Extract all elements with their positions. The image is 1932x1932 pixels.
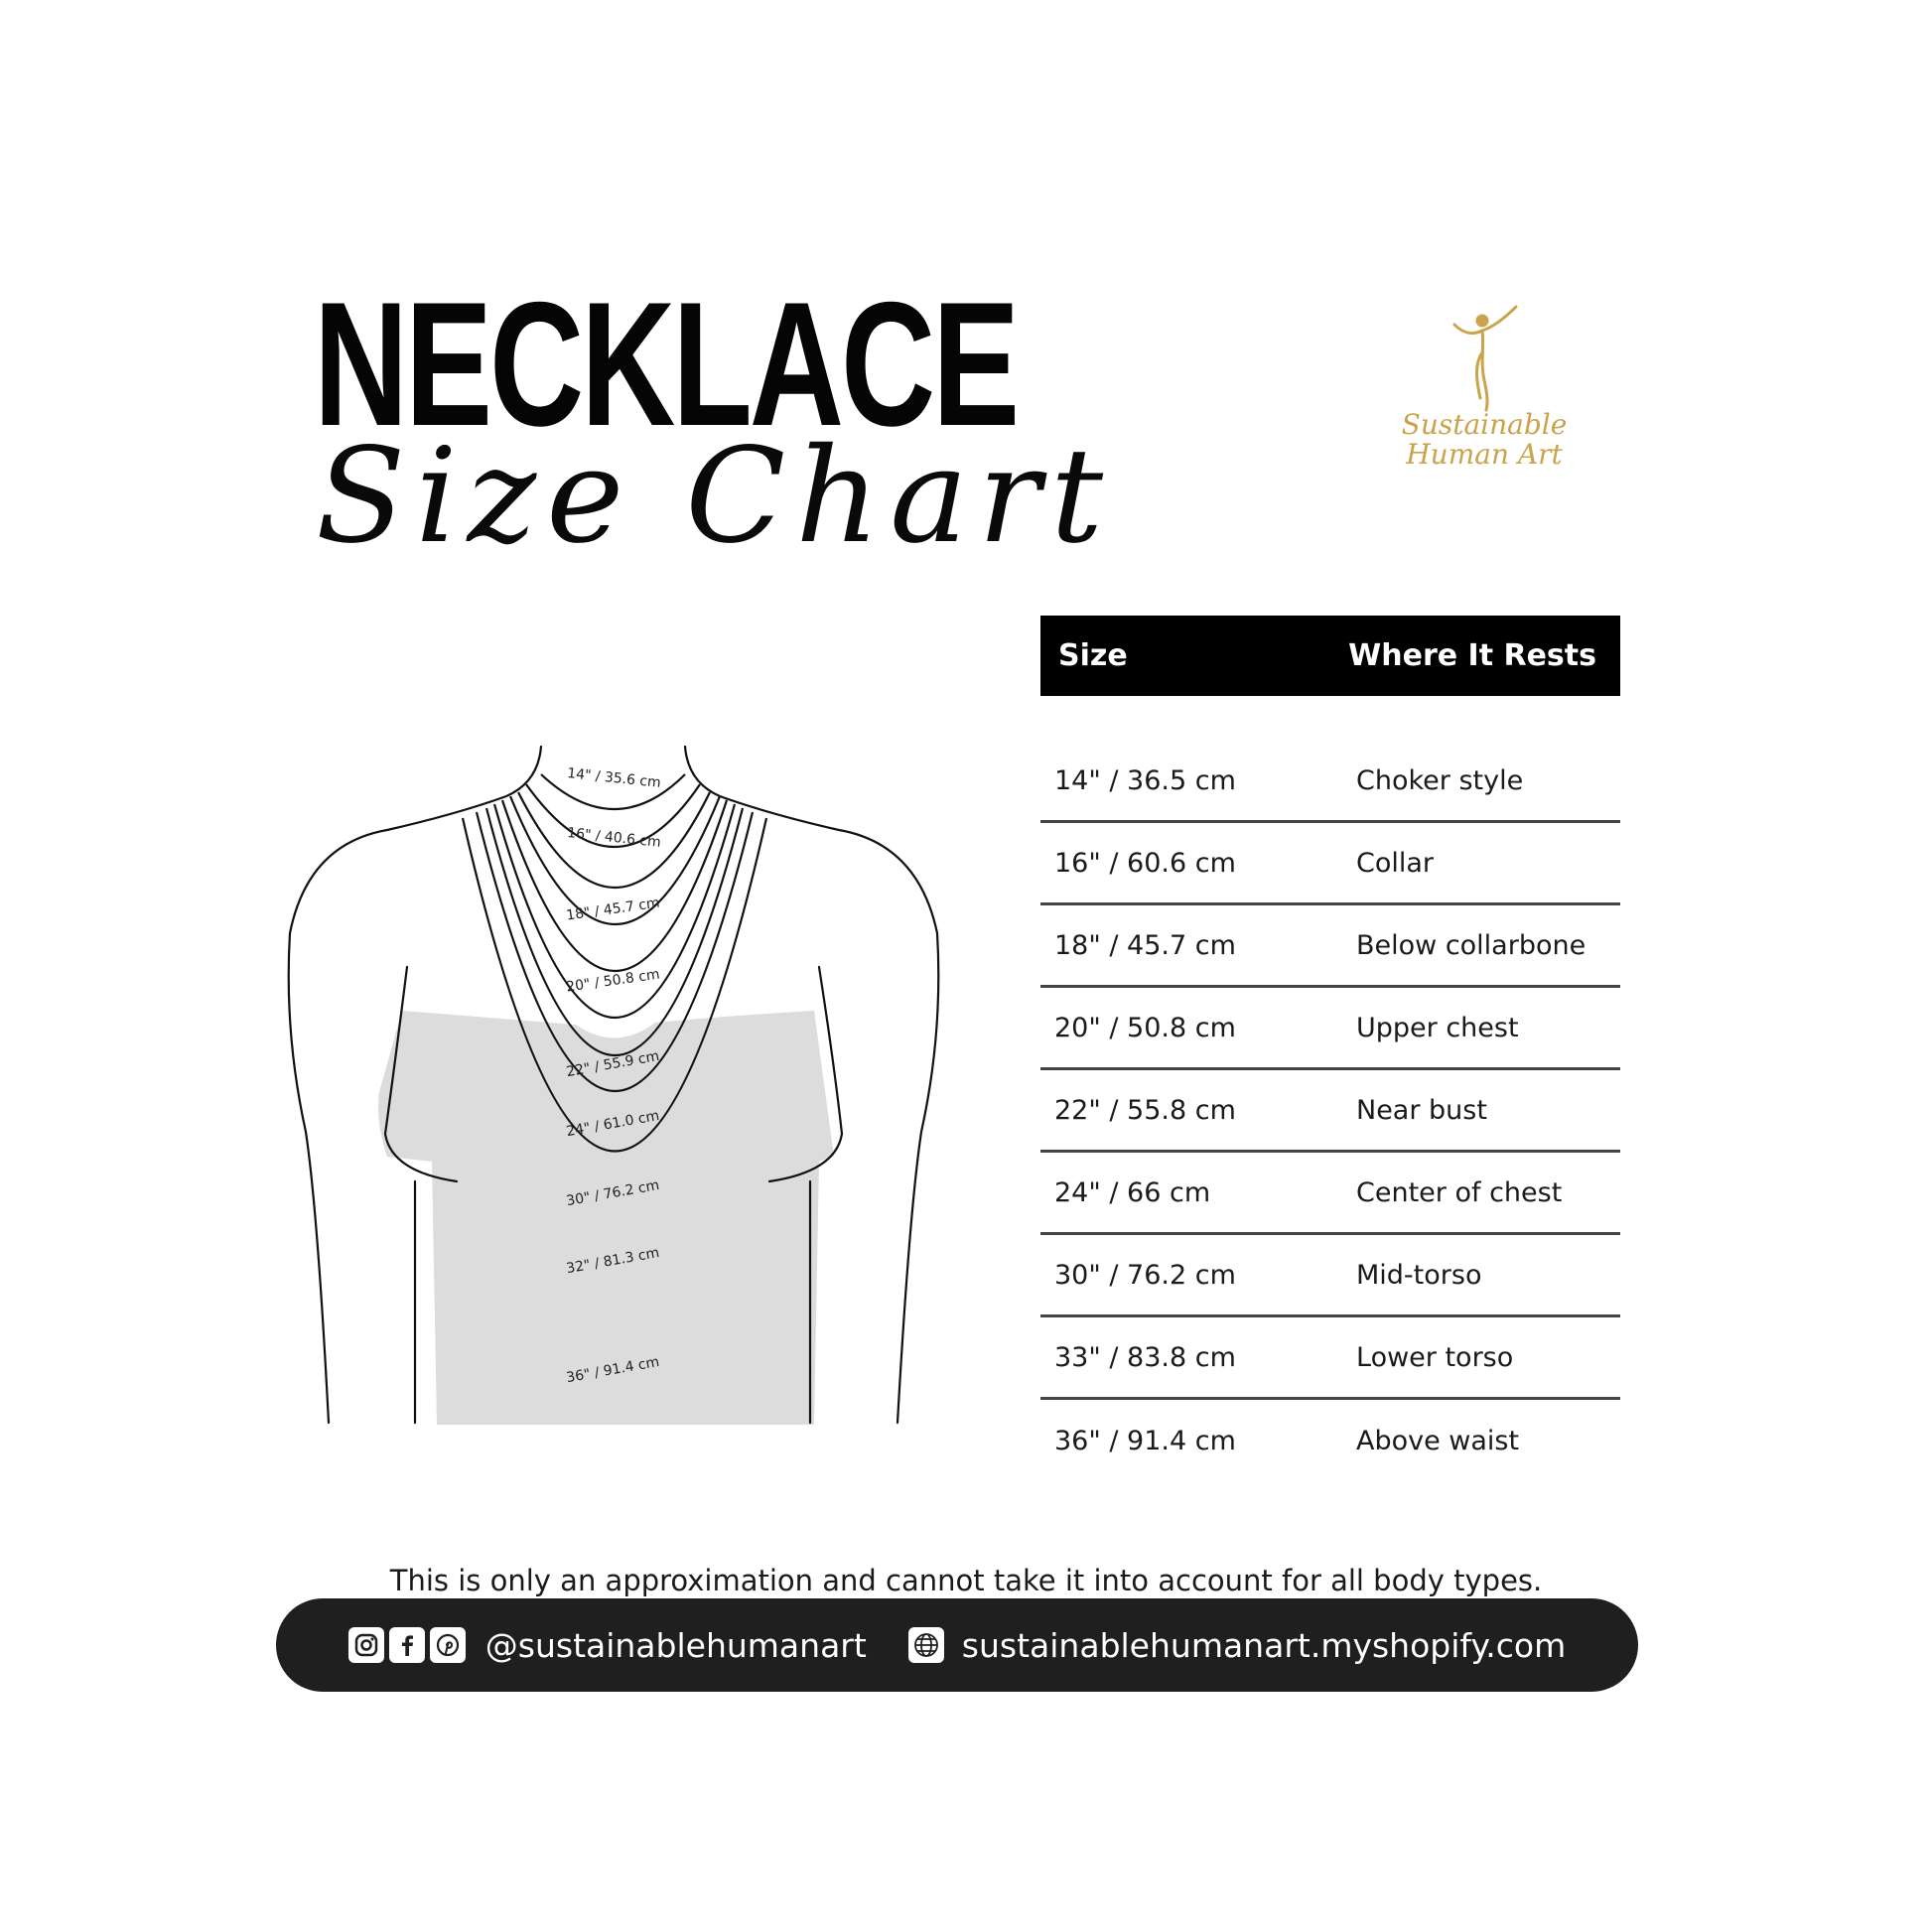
globe-icon — [908, 1627, 944, 1663]
footer-bar — [276, 1598, 1638, 1692]
pinterest-icon[interactable] — [430, 1627, 466, 1663]
rests-cell: Lower torso — [1356, 1341, 1514, 1373]
table-row — [1040, 823, 1620, 905]
page-subtitle: Size Chart — [316, 420, 1114, 573]
page-title: NECKLACE — [314, 265, 1018, 463]
social-handle-link[interactable]: @sustainablehumanart — [484, 1625, 867, 1665]
diagram-label-24: 24" / 61.0 cm — [565, 1107, 661, 1141]
size-cell: 22" / 55.8 cm — [1054, 1094, 1236, 1126]
brand-logo — [1395, 303, 1574, 482]
torso-illustration — [278, 735, 953, 1430]
size-cell: 30" / 76.2 cm — [1054, 1259, 1236, 1291]
diagram-label-20: 20" / 50.8 cm — [565, 966, 661, 996]
size-cell: 20" / 50.8 cm — [1054, 1012, 1236, 1043]
necklace-length-diagram — [278, 735, 953, 1430]
size-cell: 16" / 60.6 cm — [1054, 847, 1236, 879]
diagram-label-16: 16" / 40.6 cm — [566, 825, 662, 851]
rests-cell: Above waist — [1356, 1426, 1520, 1456]
table-row — [1040, 1070, 1620, 1153]
rests-cell: Near bust — [1356, 1094, 1487, 1126]
rests-cell: Below collarbone — [1356, 929, 1587, 961]
logo-text-line1: Sustainable — [1401, 408, 1568, 441]
rests-cell: Mid-torso — [1356, 1259, 1482, 1291]
table-row — [1040, 1235, 1620, 1317]
size-cell: 33" / 83.8 cm — [1054, 1341, 1236, 1373]
diagram-label-18: 18" / 45.7 cm — [565, 895, 661, 924]
table-row — [1040, 988, 1620, 1070]
size-cell: 36" / 91.4 cm — [1054, 1426, 1236, 1456]
social-icons — [348, 1627, 466, 1663]
diagram-label-32: 32" / 81.3 cm — [565, 1244, 661, 1278]
rests-cell: Choker style — [1356, 764, 1524, 796]
website-link[interactable]: sustainablehumanart.myshopify.com — [961, 1625, 1567, 1665]
table-row — [1040, 741, 1620, 823]
table-row — [1040, 905, 1620, 988]
diagram-label-22: 22" / 55.9 cm — [565, 1047, 661, 1081]
header-where-it-rests: Where It Rests — [1348, 638, 1596, 673]
instagram-icon[interactable] — [348, 1627, 384, 1663]
size-cell: 14" / 36.5 cm — [1054, 764, 1236, 796]
dancer-figure-icon — [1395, 303, 1574, 412]
rests-cell: Collar — [1356, 847, 1435, 879]
table-row — [1040, 1317, 1620, 1400]
size-cell: 18" / 45.7 cm — [1054, 929, 1236, 961]
diagram-label-30: 30" / 76.2 cm — [565, 1176, 661, 1210]
size-table — [1040, 616, 1620, 1482]
disclaimer-text: This is only an approximation and cannot take it into account for all body types. — [389, 1564, 1543, 1597]
diagram-label-14: 14" / 35.6 cm — [566, 765, 662, 791]
table-row — [1040, 1400, 1620, 1482]
size-cell: 24" / 66 cm — [1054, 1176, 1211, 1208]
rests-cell: Center of chest — [1356, 1176, 1563, 1208]
diagram-label-36: 36" / 91.4 cm — [565, 1353, 661, 1387]
logo-text-line2: Human Art — [1406, 438, 1563, 471]
rests-cell: Upper chest — [1356, 1012, 1519, 1043]
facebook-icon[interactable] — [389, 1627, 425, 1663]
header-size: Size — [1058, 638, 1128, 673]
table-header — [1040, 616, 1620, 696]
table-row — [1040, 1153, 1620, 1235]
